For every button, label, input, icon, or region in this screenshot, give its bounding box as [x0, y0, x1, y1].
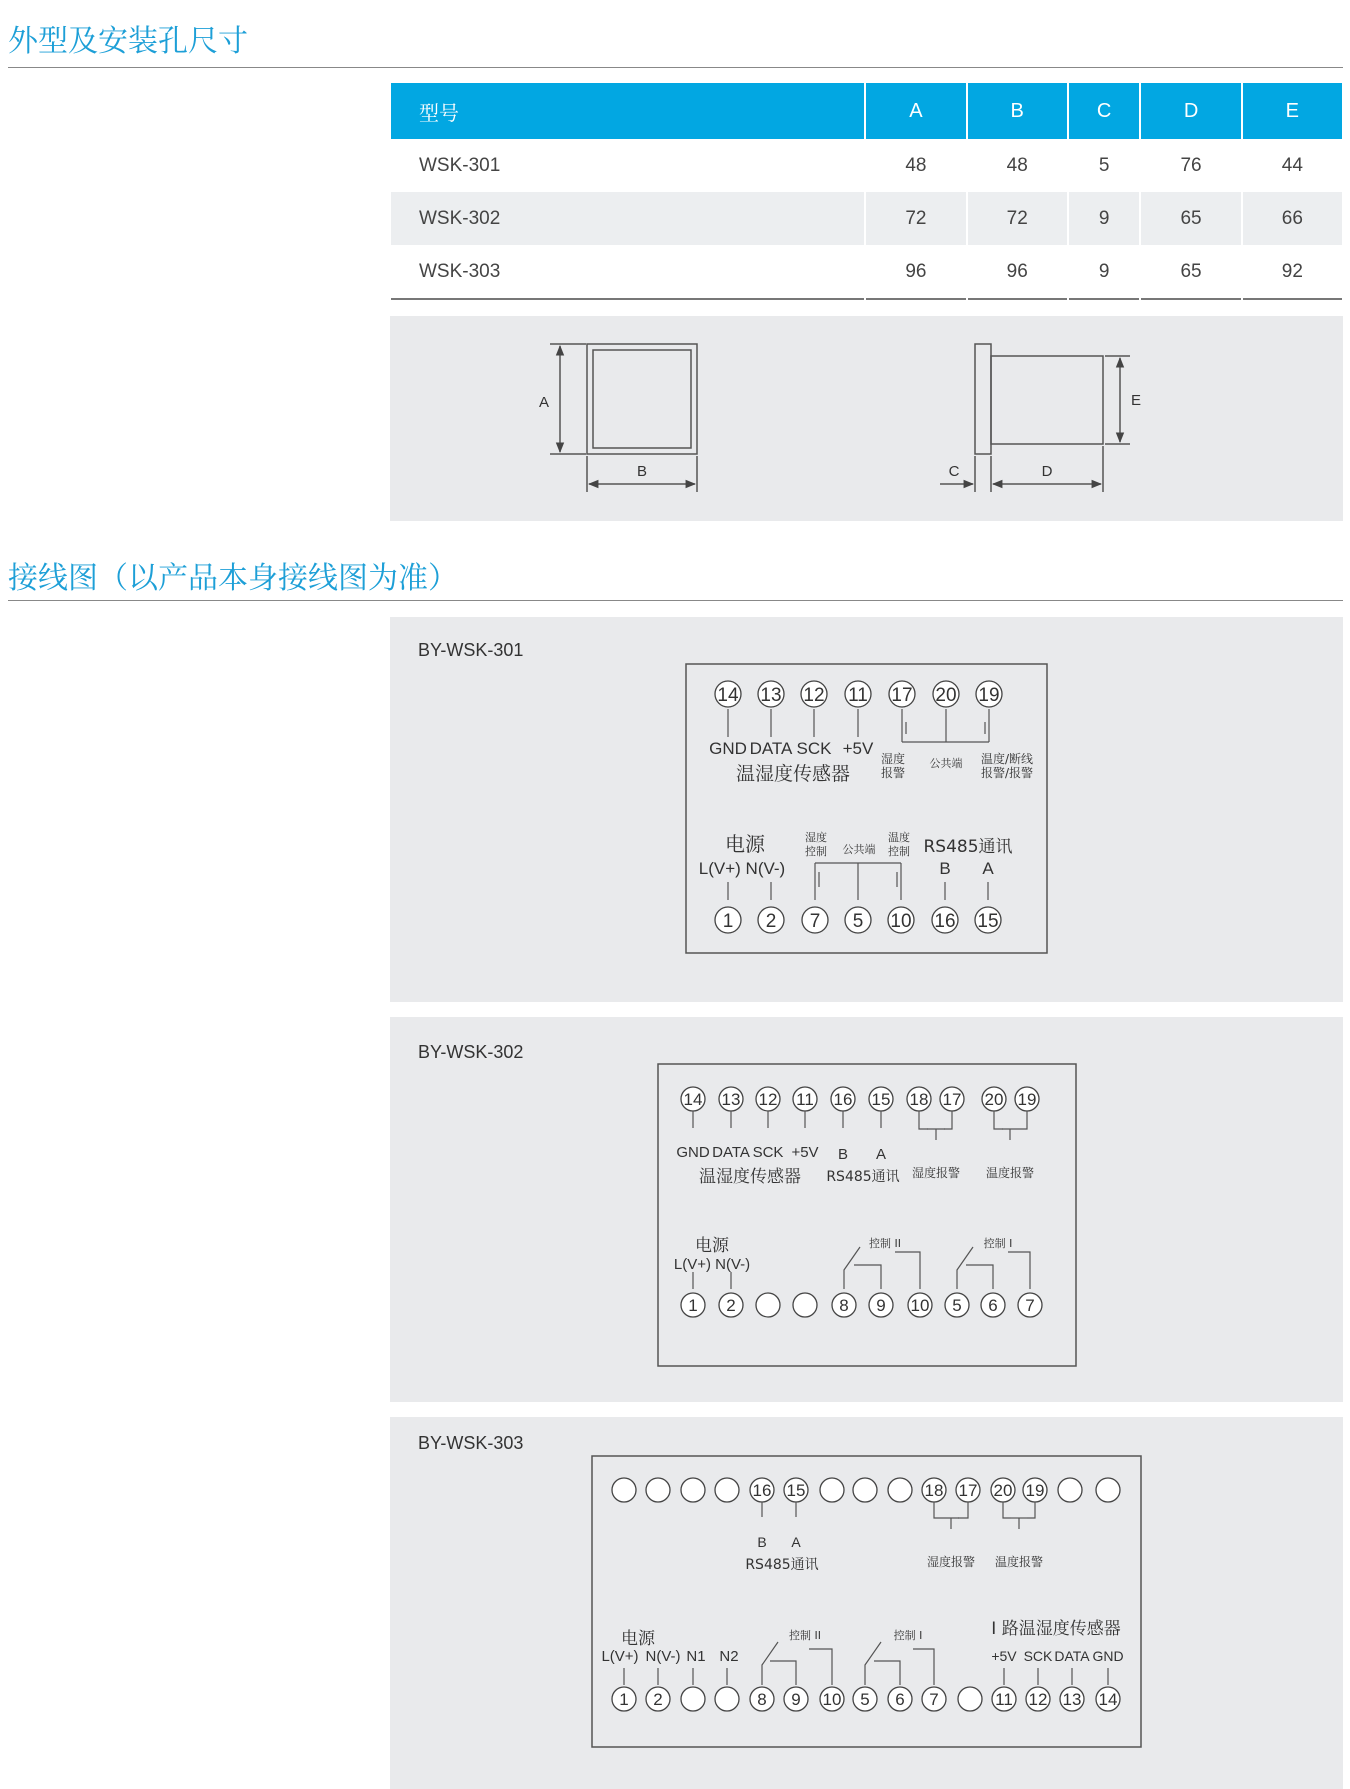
signal-sck: SCK	[796, 739, 832, 758]
label-b: B	[636, 463, 648, 480]
signal-data: DATA	[712, 1144, 750, 1161]
terminal-circle	[793, 1293, 817, 1317]
terminal-number: 16	[934, 910, 956, 932]
terminal-number: 6	[988, 1296, 998, 1316]
alarm-b-line1: 温度/断线	[980, 752, 1034, 766]
terminal-number: 20	[984, 1090, 1004, 1110]
terminal-circle	[612, 1478, 636, 1502]
common-terminal-bottom: 公共端	[842, 843, 876, 856]
rs485-a: A	[791, 1534, 801, 1550]
rs485-b: B	[757, 1534, 767, 1550]
terminal-circle	[888, 1478, 912, 1502]
terminal-number: 14	[717, 684, 739, 706]
table-cell: WSK-303	[391, 245, 864, 300]
control-2-label: 控制 II	[869, 1237, 901, 1250]
terminal-number: 20	[935, 684, 957, 706]
rs485-a: A	[875, 1146, 887, 1163]
terminal-circle	[1096, 1478, 1120, 1502]
rs485-a: A	[982, 859, 994, 878]
signal-data: DATA	[749, 739, 793, 758]
table-cell: 96	[866, 245, 965, 300]
diagram-label-wsk303: BY-WSK-303	[418, 1433, 524, 1453]
ctrl-b-line2: 控制	[888, 845, 910, 858]
terminal-number: 6	[895, 1690, 905, 1710]
rs485-label: RS485通讯	[826, 1169, 900, 1185]
rs485-label: RS485通讯	[745, 1557, 819, 1573]
sensor-title: I 路温湿度传感器	[991, 1619, 1121, 1639]
dimensions-table	[389, 83, 1344, 300]
power-pin-n2: N2	[719, 1648, 739, 1665]
rs485-b: B	[837, 1146, 849, 1163]
table-header-row	[391, 83, 1342, 139]
wiring-panel-wsk303	[390, 1417, 1343, 1789]
terminal-number: 2	[653, 1690, 663, 1710]
terminal-number: 13	[721, 1090, 741, 1110]
terminal-number: 14	[1098, 1690, 1118, 1710]
terminal-number: 5	[860, 1690, 870, 1710]
terminal-number: 1	[722, 910, 734, 932]
col-header-model: 型号	[391, 83, 864, 139]
diagram-label-wsk301: BY-WSK-301	[418, 640, 524, 660]
terminal-circle	[646, 1478, 670, 1502]
side-view-body	[991, 356, 1103, 444]
wiring-diagram-wsk303	[390, 1417, 1343, 1789]
wiring-diagram-wsk302	[390, 1017, 1343, 1402]
power-pins: L(V+) N(V-)	[698, 859, 786, 878]
outline-drawing-panel	[390, 316, 1343, 521]
terminal-number: 12	[1028, 1690, 1048, 1710]
power-pins: L(V+) N(V-)	[673, 1256, 751, 1273]
terminal-number: 11	[995, 1690, 1013, 1710]
power-title: 电源	[621, 1629, 655, 1649]
power-pin-n1: N1	[686, 1648, 706, 1665]
table-row	[391, 139, 1342, 192]
label-e: E	[1130, 392, 1142, 409]
terminal-number: 17	[942, 1090, 962, 1110]
signal-data: DATA	[1054, 1648, 1090, 1664]
terminal-circle	[1058, 1478, 1082, 1502]
front-view-outer	[587, 344, 697, 454]
label-a: A	[538, 394, 550, 411]
terminal-circle	[756, 1293, 780, 1317]
power-title: 电源	[725, 832, 765, 856]
terminal-number: 19	[1025, 1481, 1045, 1501]
terminal-number: 7	[929, 1690, 939, 1710]
label-d: D	[1041, 463, 1053, 480]
terminal-number: 18	[924, 1481, 944, 1501]
col-header-a: A	[866, 83, 965, 139]
terminal-number: 19	[1017, 1090, 1037, 1110]
col-header-b: B	[968, 83, 1067, 139]
terminal-number: 20	[993, 1481, 1013, 1501]
terminal-number: 1	[688, 1296, 698, 1316]
table-cell: WSK-302	[391, 192, 864, 245]
power-title: 电源	[695, 1236, 729, 1256]
terminal-number: 11	[848, 684, 868, 706]
terminal-circle	[681, 1687, 705, 1711]
sensor-title: 温湿度传感器	[699, 1167, 801, 1187]
side-view-bezel	[975, 344, 991, 454]
table-cell: 48	[1006, 154, 1028, 176]
ctrl-b-line1: 温度	[888, 831, 910, 844]
terminal-circle	[715, 1687, 739, 1711]
power-pin-l: L(V+)	[601, 1648, 639, 1665]
alarm-a-line1: 湿度	[880, 752, 906, 766]
table-cell: 65	[1141, 245, 1240, 300]
terminal-circle	[681, 1478, 705, 1502]
wiring-panel-wsk302	[390, 1017, 1343, 1402]
terminal-number: 1	[619, 1690, 629, 1710]
terminal-number: 16	[833, 1090, 853, 1110]
table-row	[391, 192, 1342, 245]
terminal-circle	[715, 1478, 739, 1502]
table-cell: 66	[1243, 192, 1342, 245]
table-row	[391, 245, 1342, 300]
terminal-block	[658, 1064, 1076, 1366]
label-c: C	[948, 463, 960, 480]
table-cell: 44	[1281, 154, 1303, 176]
section-divider	[8, 600, 1343, 601]
terminal-number: 15	[871, 1090, 891, 1110]
terminal-number: 17	[891, 684, 913, 706]
sensor-title: 温湿度传感器	[735, 763, 851, 785]
signal-gnd: GND	[709, 739, 747, 758]
terminal-number: 10	[910, 1296, 930, 1316]
terminal-number: 19	[978, 684, 1000, 706]
front-view-inner	[593, 350, 691, 448]
section-title-dimensions: 外型及安装孔尺寸	[8, 24, 248, 59]
table-cell: 65	[1141, 192, 1240, 245]
signal-gnd: GND	[676, 1144, 710, 1161]
alarm-b-line2: 报警/报警	[980, 766, 1034, 780]
ctrl-a-line2: 控制	[805, 845, 827, 858]
section-title-wiring: 接线图（以产品本身接线图为准）	[8, 561, 458, 596]
table-cell: 9	[1069, 192, 1140, 245]
terminal-circle	[853, 1478, 877, 1502]
alarm-a-line2: 报警	[880, 766, 906, 780]
terminal-number: 5	[852, 910, 864, 932]
table-cell: 96	[968, 245, 1067, 300]
table-cell: 9	[1069, 245, 1140, 300]
signal-gnd: GND	[1092, 1648, 1124, 1664]
col-header-e: E	[1243, 83, 1342, 139]
table-cell: 72	[866, 192, 965, 245]
terminal-number: 13	[760, 684, 782, 706]
terminal-number: 2	[765, 910, 777, 932]
terminal-number: 15	[786, 1481, 806, 1501]
terminal-number: 13	[1062, 1690, 1082, 1710]
wiring-panel-wsk301	[390, 617, 1343, 1002]
table-cell: 48	[905, 154, 927, 176]
signal-sck: SCK	[1023, 1648, 1053, 1664]
terminal-number: 17	[958, 1481, 978, 1501]
terminal-number: 12	[803, 684, 825, 706]
terminal-number: 7	[809, 910, 821, 932]
common-terminal-top: 公共端	[929, 757, 963, 770]
signal-5v: +5V	[791, 1144, 819, 1161]
terminal-number: 10	[822, 1690, 842, 1710]
diagram-label-wsk302: BY-WSK-302	[418, 1042, 524, 1062]
section-divider	[8, 67, 1343, 68]
power-pin-n: N(V-)	[645, 1648, 681, 1665]
terminal-number: 16	[752, 1481, 772, 1501]
rs485-b: B	[939, 859, 951, 878]
signal-5v: +5V	[842, 739, 874, 758]
humidity-alarm-label: 湿度报警	[911, 1166, 961, 1180]
col-header-d: D	[1141, 83, 1240, 139]
rs485-label: RS485通讯	[923, 837, 1013, 857]
terminal-number: 5	[952, 1296, 962, 1316]
humidity-alarm-label: 湿度报警	[926, 1555, 976, 1569]
terminal-number: 18	[909, 1090, 929, 1110]
terminal-number: 12	[758, 1090, 778, 1110]
terminal-number: 8	[839, 1296, 849, 1316]
table-cell: WSK-301	[419, 154, 501, 176]
table-cell: 72	[968, 192, 1067, 245]
terminal-circle	[958, 1687, 982, 1711]
wiring-diagram-wsk301	[390, 617, 1343, 1002]
terminal-number: 15	[977, 910, 999, 932]
ctrl-a-line1: 湿度	[805, 831, 827, 844]
temperature-alarm-label: 温度报警	[994, 1555, 1044, 1569]
outline-drawing	[390, 316, 1343, 521]
table-cell: 5	[1098, 154, 1110, 176]
signal-sck: SCK	[752, 1144, 784, 1161]
control-2-label: 控制 II	[789, 1629, 821, 1642]
col-header-c: C	[1069, 83, 1140, 139]
control-1-label: 控制 I	[983, 1237, 1013, 1250]
terminal-number: 8	[757, 1690, 767, 1710]
signal-5v: +5V	[991, 1648, 1017, 1664]
terminal-circle	[820, 1478, 844, 1502]
table-cell: 76	[1180, 154, 1202, 176]
control-1-label: 控制 I	[893, 1629, 923, 1642]
terminal-number: 10	[890, 910, 912, 932]
terminal-number: 7	[1025, 1296, 1035, 1316]
terminal-number: 9	[791, 1690, 801, 1710]
table-cell: 92	[1243, 245, 1342, 300]
terminal-number: 9	[876, 1296, 886, 1316]
temperature-alarm-label: 温度报警	[985, 1166, 1035, 1180]
terminal-number: 14	[683, 1090, 703, 1110]
terminal-number: 11	[796, 1090, 814, 1110]
terminal-number: 2	[726, 1296, 736, 1316]
